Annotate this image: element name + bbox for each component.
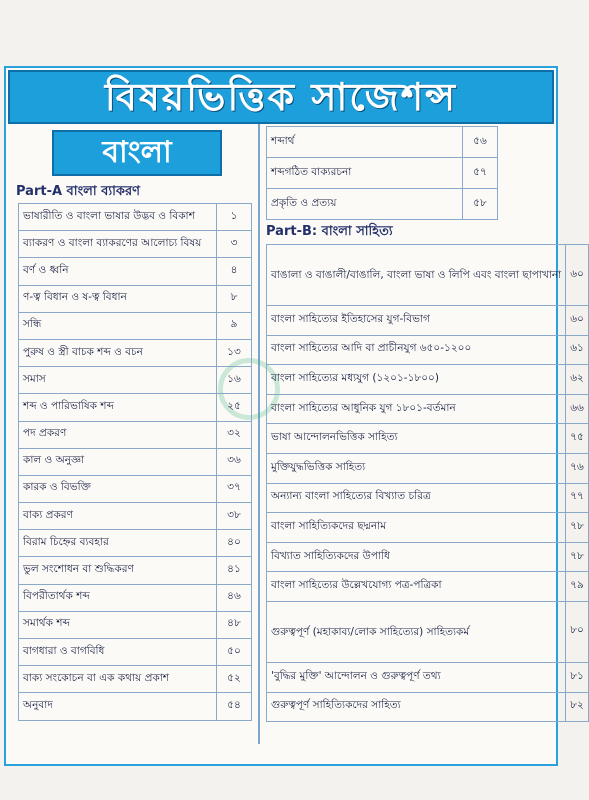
toc-row <box>19 530 252 557</box>
toc-entry-page: ৯ <box>217 312 252 339</box>
toc-entry-page: ৪ <box>217 258 252 285</box>
toc-entry-page: ৮ <box>217 285 252 312</box>
toc-entry-title: বাঙালা ও বাঙালী/বাঙালি, বাংলা ভাষা ও লিপি এবং বাংলা ছাপাখানা <box>267 245 566 306</box>
toc-entry-page: ৫০ <box>217 639 252 666</box>
page-title-banner: বিষয়ভিত্তিক সাজেশন্স <box>8 70 554 124</box>
toc-entry-page: ২৫ <box>217 394 252 421</box>
column-divider <box>258 124 260 744</box>
toc-row <box>19 666 252 693</box>
toc-entry-page: ১ <box>217 204 252 231</box>
toc-row <box>19 367 252 394</box>
toc-entry-page: ৫৬ <box>463 127 498 158</box>
toc-entry-title: বাক্য সংকোচন বা এক কথায় প্রকাশ <box>19 666 217 693</box>
toc-entry-page: ৭৭ <box>566 483 589 513</box>
toc-entry-page: ৫৪ <box>217 693 252 720</box>
toc-entry-page: ৪৮ <box>217 611 252 638</box>
toc-row <box>19 557 252 584</box>
toc-row <box>19 394 252 421</box>
toc-row <box>19 475 252 502</box>
toc-entry-title: বাংলা সাহিত্যের উল্লেখযোগ্য পত্র-পত্রিকা <box>267 572 566 602</box>
toc-entry-title: অনুবাদ <box>19 693 217 720</box>
toc-entry-title: বিখ্যাত সাহিত্যিকদের উপাধি <box>267 542 566 572</box>
toc-entry-page: ৮২ <box>566 692 589 722</box>
toc-row <box>267 601 589 662</box>
toc-row <box>19 421 252 448</box>
toc-entry-page: ৬১ <box>566 335 589 365</box>
toc-entry-page: ৭৫ <box>566 424 589 454</box>
toc-entry-title: শব্দ ও পারিভাষিক শব্দ <box>19 394 217 421</box>
toc-entry-title: পদ প্রকরণ <box>19 421 217 448</box>
toc-row <box>19 285 252 312</box>
toc-entry-title: ভুল সংশোধন বা শুদ্ধিকরণ <box>19 557 217 584</box>
toc-row <box>267 483 589 513</box>
toc-entry-page: ৭৬ <box>566 453 589 483</box>
toc-entry-page: ৪০ <box>217 530 252 557</box>
toc-entry-page: ৬৬ <box>566 394 589 424</box>
toc-entry-title: বাংলা সাহিত্যের আদি বা প্রাচীনযুগ ৬৫০-১২০০ <box>267 335 566 365</box>
toc-entry-title: শব্দার্থ <box>267 127 463 158</box>
toc-entry-title: বাংলা সাহিত্যের আধুনিক যুগ ১৮০১-বর্তমান <box>267 394 566 424</box>
toc-row <box>19 611 252 638</box>
toc-entry-title: ব্যাকরণ ও বাংলা ব্যাকরণের আলোচ্য বিষয় <box>19 231 217 258</box>
toc-entry-title: বর্ণ ও ধ্বনি <box>19 258 217 285</box>
toc-entry-page: ৭৯ <box>566 572 589 602</box>
toc-entry-page: ১৩ <box>217 339 252 366</box>
toc-row <box>267 335 589 365</box>
toc-entry-title: বাংলা সাহিত্যিকদের ছদ্মনাম <box>267 513 566 543</box>
toc-entry-title: বিরাম চিহ্নের ব্যবহার <box>19 530 217 557</box>
toc-row <box>267 453 589 483</box>
toc-entry-title: সন্ধি <box>19 312 217 339</box>
toc-entry-title: কারক ও বিভক্তি <box>19 475 217 502</box>
toc-entry-page: ৬২ <box>566 365 589 395</box>
toc-entry-page: ৭৮ <box>566 513 589 543</box>
part-a-heading: Part-A বাংলা ব্যাকরণ <box>16 184 141 199</box>
part-a-continued-table <box>266 126 498 220</box>
toc-row <box>267 365 589 395</box>
toc-entry-title: 'বুদ্ধির মুক্তি' আন্দোলন ও গুরুত্বপূর্ণ তথ্য <box>267 662 566 692</box>
toc-entry-title: মুক্তিযুদ্ধভিত্তিক সাহিত্য <box>267 453 566 483</box>
part-a-table <box>18 203 252 721</box>
toc-entry-title: প্রকৃতি ও প্রত্যয় <box>267 189 463 220</box>
toc-row <box>267 424 589 454</box>
toc-row <box>267 692 589 722</box>
toc-entry-page: ৫৮ <box>463 189 498 220</box>
toc-row <box>19 448 252 475</box>
toc-entry-title: বাংলা সাহিত্যের ইতিহাসের যুগ-বিভাগ <box>267 306 566 336</box>
subject-title: বাংলা <box>52 130 222 176</box>
toc-entry-page: ৪৬ <box>217 584 252 611</box>
toc-row <box>19 204 252 231</box>
toc-entry-title: বাংলা সাহিত্যের মধ্যযুগ (১২০১-১৮০০) <box>267 365 566 395</box>
toc-entry-page: ৩৭ <box>217 475 252 502</box>
toc-entry-page: ৮১ <box>566 662 589 692</box>
toc-entry-title: ণ-ত্ব বিধান ও ষ-ত্ব বিধান <box>19 285 217 312</box>
toc-entry-title: ভাষা আন্দোলনভিত্তিক সাহিত্য <box>267 424 566 454</box>
toc-entry-page: ৪১ <box>217 557 252 584</box>
toc-entry-title: পুরুষ ও স্ত্রী বাচক শব্দ ও বচন <box>19 339 217 366</box>
toc-entry-title: বাগধারা ও বাগবিধি <box>19 639 217 666</box>
toc-entry-page: ৫২ <box>217 666 252 693</box>
toc-row <box>267 245 589 306</box>
toc-row <box>19 258 252 285</box>
toc-row <box>267 662 589 692</box>
toc-entry-title: গুরুত্বপূর্ণ সাহিত্যিকদের সাহিত্য <box>267 692 566 722</box>
toc-entry-page: ৩ <box>217 231 252 258</box>
toc-row <box>19 639 252 666</box>
toc-entry-page: ৩২ <box>217 421 252 448</box>
toc-row <box>267 306 589 336</box>
toc-row <box>267 127 498 158</box>
toc-entry-title: বিপরীতার্থক শব্দ <box>19 584 217 611</box>
toc-entry-title: শব্দগঠিত বাক্যরচনা <box>267 158 463 189</box>
toc-row <box>19 584 252 611</box>
toc-entry-title: গুরুত্বপূর্ণ (মহাকাব্য/লোক সাহিত্যের) সাহিত্যকর্ম <box>267 601 566 662</box>
toc-row <box>19 339 252 366</box>
toc-entry-page: ৩৬ <box>217 448 252 475</box>
toc-row <box>267 158 498 189</box>
toc-entry-title: ভাষারীতি ও বাংলা ভাষার উদ্ভব ও বিকাশ <box>19 204 217 231</box>
toc-entry-title: সমার্থক শব্দ <box>19 611 217 638</box>
toc-row <box>19 312 252 339</box>
toc-row <box>19 693 252 720</box>
toc-row <box>19 231 252 258</box>
toc-row <box>267 394 589 424</box>
toc-row <box>267 513 589 543</box>
part-b-heading: Part-B: বাংলা সাহিত্য <box>266 224 393 239</box>
toc-row <box>267 189 498 220</box>
toc-entry-page: ৫৭ <box>463 158 498 189</box>
toc-entry-page: ৭৮ <box>566 542 589 572</box>
toc-row <box>19 503 252 530</box>
toc-entry-page: ১৬ <box>217 367 252 394</box>
toc-entry-page: ৬০ <box>566 306 589 336</box>
toc-entry-title: অন্যান্য বাংলা সাহিত্যের বিখ্যাত চরিত্র <box>267 483 566 513</box>
toc-entry-title: কাল ও অনুজ্ঞা <box>19 448 217 475</box>
toc-entry-page: ৮০ <box>566 601 589 662</box>
part-b-table <box>266 244 589 722</box>
toc-entry-page: ৩৮ <box>217 503 252 530</box>
toc-entry-title: সমাস <box>19 367 217 394</box>
toc-row <box>267 572 589 602</box>
toc-entry-title: বাক্য প্রকরণ <box>19 503 217 530</box>
toc-row <box>267 542 589 572</box>
toc-entry-page: ৬০ <box>566 245 589 306</box>
